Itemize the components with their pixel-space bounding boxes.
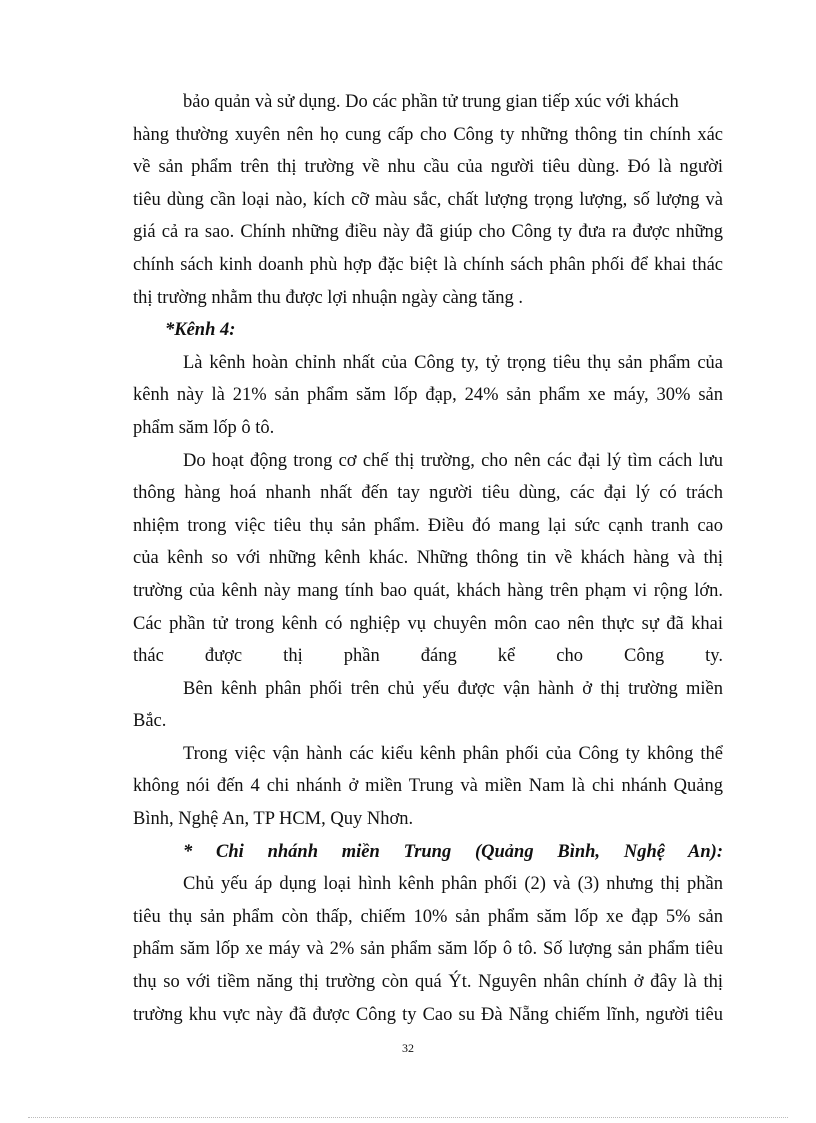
text-line: thụ so với tiềm năng thị trường còn quá Ýt. Nguyên nhân chính ở đây là thị [133,972,723,993]
text-line: hàng thường xuyên nên họ cung cấp cho Công ty những thông tin chính xác [133,124,723,145]
text-line: bảo quản và sử dụng. Do các phần tử trung gian tiếp xúc với khách [183,92,679,112]
text-line: Là kênh hoàn chỉnh nhất của Công ty, tỷ trọng tiêu thụ sản phẩm của [183,352,723,373]
text-line: tiêu dùng cần loại nào, kích cỡ màu sắc, chất lượng trọng lượng, số lượng và [133,189,723,210]
text-line: phẩm săm lốp xe máy và 2% sản phẩm săm lốp ô tô. Số lượng sản phẩm tiêu [133,939,723,960]
text-line: thông hàng hoá nhanh nhất đến tay người tiêu dùng, các đại lý có trách [133,483,723,504]
text-line: Chủ yếu áp dụng loại hình kênh phân phối (2) và (3) nhưng thị phần [183,874,723,895]
text-line: Trong việc vận hành các kiểu kênh phân phối của Công ty không thể [183,743,723,764]
text-line: thị trường nhằm thu được lợi nhuận ngày càng tăng . [133,287,524,308]
text-line: thác được thị phần đáng kể cho Công ty. [133,646,723,667]
text-line: chính sách kinh doanh phù hợp đặc biệt là chính sách phân phối để khai thác [133,254,723,275]
page-number: 32 [402,1041,414,1055]
body-text [133,86,723,1031]
text-line: không nói đến 4 chi nhánh ở miền Trung và miền Nam là chi nhánh Quảng [133,776,723,797]
text-line: Do hoạt động trong cơ chế thị trường, cho nên các đại lý tìm cách lưu [183,450,723,471]
text-line: Các phần tử trong kênh có nghiệp vụ chuyên môn cao nên thực sự đã khai [133,613,723,634]
text-line: về sản phẩm trên thị trường về nhu cầu của người tiêu dùng. Đó là người [133,157,723,178]
section-heading-kenh-4: *Kênh 4: [165,320,236,341]
text-line: Bình, Nghệ An, TP HCM, Quy Nhơn. [133,809,414,830]
text-line: của kênh so với những kênh khác. Những thông tin về khách hàng và thị [133,548,723,569]
footer-divider [28,1117,788,1118]
text-line: tiêu thụ sản phẩm còn thấp, chiếm 10% sản phẩm săm lốp xe đạp 5% sản [133,906,723,927]
text-line: giá cả ra sao. Chính những điều này đã giúp cho Công ty đưa ra được những [133,222,723,243]
section-heading-chi-nhanh-mien-trung: * Chi nhánh miền Trung (Quảng Bình, Nghệ An): [183,841,723,862]
text-line: Bắc. [133,711,167,732]
text-line: Bên kênh phân phối trên chủ yếu được vận hành ở thị trường miền [183,678,723,699]
text-line: nhiệm trong việc tiêu thụ sản phẩm. Điều đó mang lại sức cạnh tranh cao [133,515,723,536]
text-line: kênh này là 21% sản phẩm săm lốp đạp, 24% sản phẩm xe máy, 30% sản [133,385,723,406]
text-line: trường của kênh này mang tính bao quát, khách hàng trên phạm vi rộng lớn. [133,580,723,601]
text-line: phẩm săm lốp ô tô. [133,417,275,438]
text-line: trường khu vực này đã được Công ty Cao su Đà Nẵng chiếm lĩnh, người tiêu [133,1004,723,1025]
